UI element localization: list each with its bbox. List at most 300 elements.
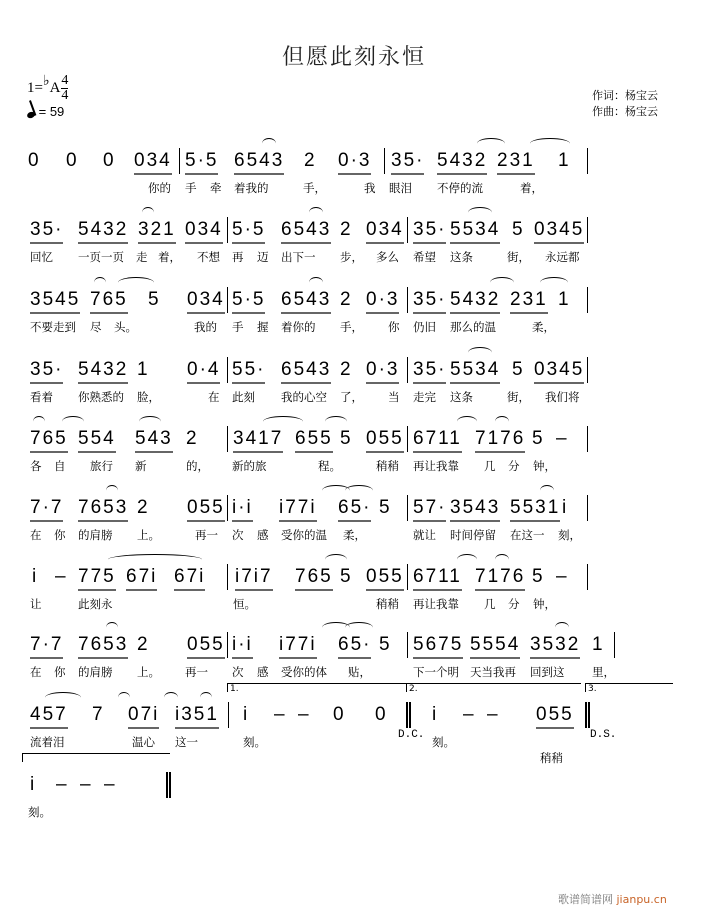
lyric: 走完 <box>413 390 436 404</box>
slur-arc <box>309 277 323 288</box>
slur-arc <box>490 277 514 288</box>
note-group: 3545 <box>30 289 80 314</box>
lyric: 上。 <box>137 528 160 542</box>
lyric: 感 <box>257 665 269 679</box>
note-group: i <box>432 704 439 725</box>
note-group: 034 <box>366 219 404 244</box>
lyric: 手 <box>185 181 197 195</box>
note-group: 055 <box>187 634 225 659</box>
slur-arc <box>325 416 347 427</box>
note-group: 5554 <box>470 634 520 659</box>
note-group: – <box>487 704 500 725</box>
lyric: 着， <box>520 181 543 195</box>
lyric: 牵 <box>210 181 222 195</box>
note-group: 775 <box>78 566 116 591</box>
lyric: 里， <box>592 665 615 679</box>
slur-arc <box>309 207 323 218</box>
lyric: 分 <box>508 459 520 473</box>
lyric: 钟， <box>533 597 556 611</box>
slur-arc <box>530 138 570 149</box>
score-line <box>0 359 708 419</box>
note-group: 0 <box>66 150 79 171</box>
lyric: 新 <box>135 459 147 473</box>
note-group: 0·3 <box>366 359 399 384</box>
barline <box>587 357 588 383</box>
score-line <box>0 289 708 349</box>
note-group: – <box>80 774 93 795</box>
lyric: 了， <box>340 390 363 404</box>
slur-arc <box>139 416 161 427</box>
volta-bracket: 3. <box>585 683 673 692</box>
note-group: i <box>32 566 39 587</box>
tempo-marking <box>27 104 64 119</box>
quarter-note-icon <box>26 111 36 119</box>
double-barline <box>166 772 171 798</box>
lyric: 自 <box>54 459 66 473</box>
barline <box>407 287 408 313</box>
note-group: 3543 <box>450 497 500 522</box>
lyric: 着你的 <box>281 320 316 334</box>
lyric: 在 <box>30 528 42 542</box>
lyric: 天当我再 <box>470 665 516 679</box>
note-group: 5534 <box>450 219 500 244</box>
note-group: 35· <box>30 359 63 384</box>
lyric: 不要走到 <box>30 320 76 334</box>
lyric: 希望 <box>413 250 436 264</box>
lyric: 再让我靠 <box>413 597 459 611</box>
lyric: 尽 <box>90 320 102 334</box>
slur-arc <box>263 416 303 427</box>
lyric: 流着泪 <box>30 735 65 749</box>
slur-arc <box>142 207 154 218</box>
score-line <box>0 497 708 557</box>
lyric: 不想 <box>197 250 220 264</box>
note-group: 0·3 <box>338 150 371 175</box>
note-group: – <box>55 566 68 587</box>
note-group: 67i <box>174 566 205 591</box>
barline <box>227 495 228 521</box>
note-group: i·i <box>232 634 253 659</box>
slur-arc <box>94 277 106 288</box>
note-group: 0 <box>103 150 116 171</box>
slur-arc <box>540 277 568 288</box>
lyric: 在 <box>208 390 220 404</box>
note-group: 055 <box>366 566 404 591</box>
note-group: 765 <box>295 566 333 591</box>
note-group: 65· <box>338 497 371 522</box>
note-group: 35· <box>413 219 446 244</box>
lyric: 回忆 <box>30 250 53 264</box>
slur-arc <box>164 692 178 703</box>
lyric: 这一 <box>175 735 198 749</box>
lyric: 就让 <box>413 528 436 542</box>
barline <box>384 148 385 174</box>
note-group: 321 <box>138 219 176 244</box>
lyric: 几 <box>484 459 496 473</box>
note-group: 5432 <box>437 150 487 175</box>
note-group: 655 <box>295 428 333 453</box>
note-group: 5432 <box>78 219 128 244</box>
slur-arc <box>495 416 509 427</box>
note-group: 5 <box>340 428 353 449</box>
note-group: i77i <box>279 497 317 522</box>
lyric: 我 <box>364 181 376 195</box>
note-group: – <box>556 566 569 587</box>
slur-arc <box>468 347 492 358</box>
barline <box>407 632 408 658</box>
note-group: 2 <box>137 634 150 655</box>
note-group: 034 <box>185 219 223 244</box>
note-group: – <box>556 428 569 449</box>
note-group: i77i <box>279 634 317 659</box>
note-group: 543 <box>135 428 173 453</box>
barline <box>407 495 408 521</box>
lyric: 再 <box>232 250 244 264</box>
note-group: 034 <box>187 289 225 314</box>
note-group: 35· <box>413 289 446 314</box>
lyric: 这条 <box>450 250 473 264</box>
note-group: 6543 <box>281 289 331 314</box>
note-group: 0 <box>28 150 41 171</box>
note-group: i·i <box>232 497 253 522</box>
note-group: 65· <box>338 634 371 659</box>
note-group: 0·4 <box>187 359 220 384</box>
note-group: 5 <box>532 566 545 587</box>
lyric: 你 <box>54 528 66 542</box>
key-note: A <box>49 79 61 96</box>
lyric: 贴， <box>348 665 371 679</box>
note-group: 0·3 <box>366 289 399 314</box>
lyric: 刻。 <box>28 805 51 819</box>
note-group: 5 <box>512 219 525 240</box>
lyric: 出下一 <box>281 250 316 264</box>
lyric: 着我的 <box>234 181 269 195</box>
note-group: 231 <box>510 289 548 314</box>
watermark-cn: 歌谱简谱网 <box>558 893 613 906</box>
slur-arc <box>106 622 118 633</box>
barline <box>407 426 408 452</box>
barline <box>614 632 615 658</box>
note-group: 5675 <box>413 634 463 659</box>
lyric: 旅行 <box>90 459 113 473</box>
note-group: 67i <box>126 566 157 591</box>
lyric: 柔， <box>343 528 366 542</box>
lyric: 刻。 <box>432 735 455 749</box>
lyric: 多么 <box>376 250 399 264</box>
note-group: 07i <box>128 704 159 729</box>
lyric: 此刻永 <box>78 597 113 611</box>
lyric: 的肩膀 <box>78 528 113 542</box>
note-group: 2 <box>137 497 150 518</box>
note-group: 055 <box>366 428 404 453</box>
lyric: 让 <box>30 597 42 611</box>
barline <box>407 217 408 243</box>
volta-bracket: 2. <box>406 683 581 692</box>
lyric: 次 <box>232 665 244 679</box>
note-group: 554 <box>78 428 116 453</box>
lyric: 稍稍 <box>540 751 563 765</box>
lyric: 受你的体 <box>281 665 327 679</box>
note-group: i <box>243 704 250 725</box>
barline <box>227 564 228 590</box>
lyric: 着， <box>158 250 181 264</box>
note-group: 1 <box>592 634 605 655</box>
note-group: i <box>562 497 569 518</box>
key-signature <box>27 74 68 103</box>
lyric: 的， <box>186 459 209 473</box>
lyric: 握 <box>257 320 269 334</box>
lyric: 永远都 <box>545 250 580 264</box>
barline <box>587 148 588 174</box>
lyric: 我们将 <box>545 390 580 404</box>
barline <box>587 426 588 452</box>
note-group: 7·7 <box>30 497 63 522</box>
note-group: 57· <box>413 497 446 522</box>
volta-bracket <box>22 753 170 762</box>
note-group: 7 <box>92 704 105 725</box>
note-group: 2 <box>340 219 353 240</box>
note-group: 6543 <box>281 219 331 244</box>
lyric: 此刻 <box>232 390 255 404</box>
barline <box>227 357 228 383</box>
flat-icon: ♭ <box>42 73 50 89</box>
song-title: 但愿此刻永恒 <box>281 45 426 70</box>
lyric: 次 <box>232 528 244 542</box>
note-group: 231 <box>497 150 535 175</box>
lyric: 头。 <box>114 320 137 334</box>
slur-arc <box>457 416 477 427</box>
note-group: 055 <box>187 497 225 522</box>
note-group: 3417 <box>233 428 283 453</box>
score-line <box>0 566 708 626</box>
barline <box>179 148 180 174</box>
lyric: 刻， <box>558 528 581 542</box>
slur-arc <box>262 138 276 149</box>
lyric: 步， <box>340 250 363 264</box>
lyric: 再让我靠 <box>413 459 459 473</box>
lyric: 手 <box>232 320 244 334</box>
barline <box>227 217 228 243</box>
note-group: 5·5 <box>185 150 218 175</box>
lyric: 新的旅 <box>232 459 267 473</box>
lyric: 在这一 <box>510 528 545 542</box>
lyric: 你熟悉的 <box>78 390 124 404</box>
slur-arc <box>62 416 84 427</box>
barline <box>587 564 588 590</box>
lyric: 街， <box>507 390 530 404</box>
note-group: 5 <box>340 566 353 587</box>
slur-arc <box>540 485 554 496</box>
note-group: – <box>56 774 69 795</box>
slur-arc <box>457 554 477 565</box>
lyric: 迈 <box>257 250 269 264</box>
lyric: 温心 <box>132 735 155 749</box>
lyric: 回到这 <box>530 665 565 679</box>
repeat-mark: D.S. <box>590 729 617 741</box>
watermark-en: jianpu.cn <box>616 893 667 906</box>
note-group: 1 <box>137 359 150 380</box>
note-group: 2 <box>340 359 353 380</box>
note-group: 2 <box>340 289 353 310</box>
note-group: 5 <box>512 359 525 380</box>
lyric: 走 <box>136 250 148 264</box>
barline <box>587 495 588 521</box>
note-group: 5 <box>532 428 545 449</box>
note-group: 7653 <box>78 497 128 522</box>
note-group: 2 <box>304 150 317 171</box>
lyric: 的肩膀 <box>78 665 113 679</box>
lyric: 你 <box>54 665 66 679</box>
note-group: i <box>30 774 37 795</box>
slur-arc <box>555 622 569 633</box>
lyric: 手， <box>340 320 363 334</box>
lyric: 手， <box>303 181 326 195</box>
slur-arc <box>106 485 118 496</box>
note-group: 5432 <box>78 359 128 384</box>
lyric: 我的 <box>194 320 217 334</box>
slur-arc <box>108 554 202 565</box>
slur-arc <box>495 554 509 565</box>
slur-arc <box>118 692 130 703</box>
score-line <box>0 219 708 279</box>
note-group: 5·5 <box>232 219 265 244</box>
lyric: 街， <box>507 250 530 264</box>
slur-arc <box>345 622 373 633</box>
lyric: 眼泪 <box>389 181 412 195</box>
slur-arc <box>345 485 373 496</box>
key-label: 1= <box>27 79 43 96</box>
score-line <box>0 774 708 834</box>
double-barline <box>585 702 590 728</box>
note-group: – <box>274 704 287 725</box>
note-group: i351 <box>175 704 219 729</box>
note-group: 5432 <box>450 289 500 314</box>
lyric: 钟， <box>533 459 556 473</box>
note-group: 765 <box>90 289 128 314</box>
note-group: 0 <box>333 704 346 725</box>
note-group: 034 <box>134 150 172 175</box>
note-group: 6543 <box>234 150 284 175</box>
note-group: 5 <box>148 289 161 310</box>
lyric: 上。 <box>137 665 160 679</box>
note-group: 7176 <box>475 428 525 453</box>
slur-arc <box>118 277 154 288</box>
note-group: 1 <box>558 150 571 171</box>
note-group: – <box>298 704 311 725</box>
barline <box>228 702 229 728</box>
note-group: 5 <box>379 497 392 518</box>
lyric: 仍旧 <box>413 320 436 334</box>
lyric: 分 <box>508 597 520 611</box>
note-group: 0345 <box>534 219 584 244</box>
double-barline <box>406 702 411 728</box>
lyric: 在 <box>30 665 42 679</box>
note-group: 1 <box>558 289 571 310</box>
lyric: 一页一页 <box>78 250 124 264</box>
note-group: 6711 <box>413 566 462 591</box>
note-group: 3532 <box>530 634 580 659</box>
note-group: 0 <box>375 704 388 725</box>
note-group: 55· <box>232 359 265 384</box>
note-group: 5531 <box>510 497 560 522</box>
barline <box>227 287 228 313</box>
note-group: 7176 <box>475 566 525 591</box>
barline <box>407 564 408 590</box>
lyric: 各 <box>30 459 42 473</box>
volta-bracket: 1. <box>227 683 408 692</box>
barline <box>227 426 228 452</box>
lyric: 刻。 <box>243 735 266 749</box>
lyric: 不停的流 <box>437 181 483 195</box>
note-group: 2 <box>186 428 199 449</box>
slur-arc <box>325 554 347 565</box>
note-group: 35· <box>30 219 63 244</box>
lyric: 受你的温 <box>281 528 327 542</box>
lyricist: 作词：杨宝云 <box>592 89 658 102</box>
note-group: – <box>104 774 117 795</box>
note-group: 5534 <box>450 359 500 384</box>
lyric: 你的 <box>148 181 171 195</box>
barline <box>407 357 408 383</box>
lyric: 下一个明 <box>413 665 459 679</box>
score-line <box>0 428 708 488</box>
barline <box>587 287 588 313</box>
barline <box>587 217 588 243</box>
lyric: 脸， <box>137 390 160 404</box>
lyric: 再一 <box>195 528 218 542</box>
note-group: 6711 <box>413 428 462 453</box>
score-line <box>0 150 708 210</box>
barline <box>227 632 228 658</box>
lyric: 柔， <box>532 320 555 334</box>
note-group: 5·5 <box>232 289 265 314</box>
note-group: i7i7 <box>235 566 273 591</box>
note-group: 457 <box>30 704 68 729</box>
lyric: 几 <box>484 597 496 611</box>
lyric: 这条 <box>450 390 473 404</box>
note-group: 6543 <box>281 359 331 384</box>
tempo-value: = 59 <box>38 104 65 119</box>
lyric: 程。 <box>318 459 341 473</box>
note-group: 7·7 <box>30 634 63 659</box>
note-group: 0345 <box>534 359 584 384</box>
note-group: – <box>463 704 476 725</box>
composer: 作曲：杨宝云 <box>592 105 658 118</box>
time-signature: $\frac{4}{4}$ <box>61 73 69 103</box>
lyric: 感 <box>257 528 269 542</box>
slur-arc <box>33 416 45 427</box>
note-group: 5 <box>379 634 392 655</box>
lyric: 我的心空 <box>281 390 327 404</box>
watermark <box>558 891 667 907</box>
credits <box>592 88 658 120</box>
lyric: 恒。 <box>233 597 256 611</box>
lyric: 再一 <box>185 665 208 679</box>
lyric: 稍稍 <box>376 459 399 473</box>
note-group: 055 <box>536 704 574 729</box>
lyric: 看着 <box>30 390 53 404</box>
lyric: 那么的温 <box>450 320 496 334</box>
lyric: 稍稍 <box>376 597 399 611</box>
slur-arc <box>468 207 492 218</box>
lyric: 当 <box>388 390 400 404</box>
note-group: 7653 <box>78 634 128 659</box>
note-group: 35· <box>413 359 446 384</box>
lyric: 时间停留 <box>450 528 496 542</box>
repeat-mark: D.C. <box>398 729 425 741</box>
slur-arc <box>477 138 505 149</box>
note-group: 765 <box>30 428 68 453</box>
